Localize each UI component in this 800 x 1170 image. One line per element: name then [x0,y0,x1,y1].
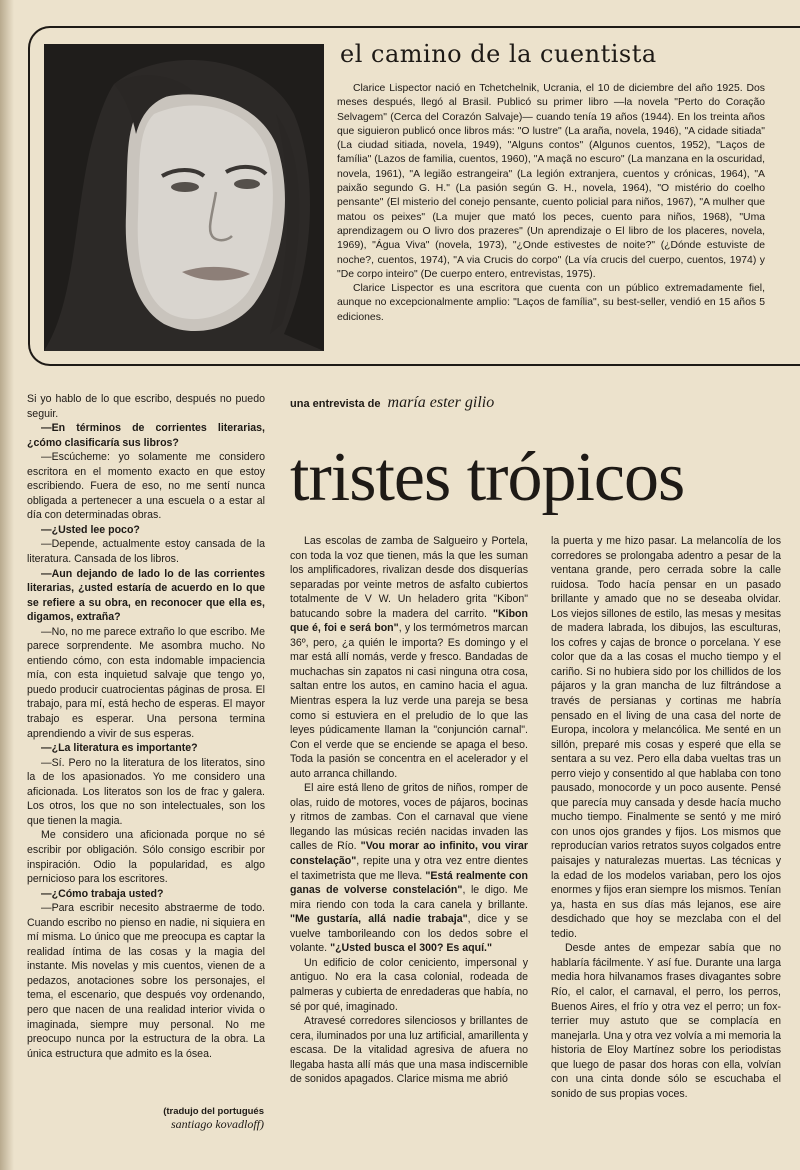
byline-author: maría ester gilio [387,394,495,411]
translation-credit [120,1106,264,1130]
paragraph: —Para escribir necesito abstraerme de todo. Cuando escribo no pienso en nadie, ni siquiera en mí misma. Lo único que me preocupa es captar la realidad íntima de las cosas y la magia del instante. Mis novelas y mis cuentos, vienen de a pedazos, anotaciones sobre los personajes, el tema, el escenario, que después voy ordenando, pero que nacen de una realidad interior vivida o imaginada, siempre muy personal. No me preocupo nunca por la estructura de la obra. La única estructura que admito es la ósea. [27,902,265,1060]
paragraph: —En términos de corrientes literarias, ¿cómo clasificaría sus libros? [27,422,265,449]
bio-paragraph: Clarice Lispector nació en Tchetchelnik, Ucrania, el 10 de diciembre del año 1925. Dos meses después, llegó al Brasil. Publicó su primer libro —la novela "Perto do Coração Selvagem" (Cerca del Corazón Salvaje)— cuando tenía 19 años (1944). En los treinta años que siguieron publicó once libros más: "O lustre" (La araña, novela, 1946), "A cidade sitiada" (La ciudad sitiada, novela, 1949), "Alguns contos" (Algunos cuentos, 1952), "Laços de família" (Lazos de familia, cuentos, 1960), "A maçã no escuro" (La manzana en la oscuridad, novela, 1961), "A legião estrangeira" (La legión extranjera, cuentos y crónicas, 1964), "A paixão segundo G. H." (La pasión según G. H., novela, 1964), "O mistério do coelho pensante" (El misterio del conejo pensante, cuento policial para niños, 1967), "A mulher que matou os peixes" (La mujer que mató los peces, cuento para niños, 1968), "Uma aprendizagem ou O livro dos prazeres" (Un aprendizaje o El libro de los placeres, novela, 1969), "Água Viva" (novela, 1973), "¿Onde estivestes de noite?" (¿Dónde estuviste de noche?, cuentos, 1974), "A via Crucis do corpo" (La vía crucis del cuerpo, cuentos, 1974) y "De corpo inteiro" (De cuerpo entero, entrevistas, 1975). [337,83,765,280]
paragraph: Me considero una aficionada porque no sé escribir por obligación. Sólo consigo escribir por inspiración. Odio la popularidad, es algo pernicioso para los escritores. [27,829,265,886]
byline [290,394,494,412]
interview-column-1 [27,392,265,1061]
paragraph: —Escúcheme: yo solamente me considero escritora en el momento exacto en que estoy escribiendo. Fuera de eso, no me sentí nunca obligada a pertenecer a una escuela o a estar al día con determinadas obras. [27,451,265,522]
article-column-2 [290,534,528,1087]
paragraph: —Depende, actualmente estoy cansada de la literatura. Cansada de los libros. [27,538,265,566]
paragraph: Atravesé corredores silenciosos y brillantes de cera, iluminados por una luz artificial, amarillenta y escasa. De la vitalidad agresiva de afuera no llegaba hasta allí más que una masa indiscernible de sonidos apagados. Clarice misma me abrió [290,1015,528,1086]
paragraph: Un edificio de color ceniciento, impersonal y antiguo. No era la casa colonial, rodeada de palmeras y cubierta de enredaderas que había, no sé por qué, imaginado. [290,956,528,1013]
paragraph: Si yo hablo de lo que escribo, después no puedo seguir. [27,393,265,420]
bio-paragraph: Clarice Lispector es una escritora que cuenta con un público extremadamente fiel, aunque no excepcionalmente amplio: "Laços de família", su best-seller, vendió en 15 años 5 ediciones. [337,283,765,323]
paragraph: la puerta y me hizo pasar. La melancolía de los corredores se prolongaba adentro a pesar de la ventana grande, pero cerrada sobre la calle ruidosa. Todo hacía pensar en un pasado brillante y amado que no se deseaba olvidar. Los viejos sillones de estilo, las mesas y mesitas de madera labrada, los dibujos, las esculturas, los cofres y cajas de bronce o porcelana. Y ese color que da a las cosas el mucho tiempo y el cariño. Si no hubiera sido por los chillidos de los pájaros y la gran mancha de luz filtrándose a través de persianas y cortinas me habría pensado en el living de una casa del norte de Europa, incolora y melancólica. Me senté en un sillón, preparé mis cosas y esperé que ella se sentara a su vez. Pero ella daba vueltas tras un perro viejo y consentido al que hablaba con tono pausado, monocorde y un poco ausente. Pensé que parecía muy cansada y desde hacía mucho mucho tiempo. Finalmente se sentó y me miró con unos ojos grandes y fijos. Los mismos que reproducían varios retratos suyos colgados entre paisajes y naturalezas muertas. Las técnicas y la edad de los modelos variaban, pero los ojos enormes y fijos eran siempre los mismos. Tenían ya, hasta en sus días más lejanos, ese aire desdichado que hoy se mezclaba con el del tedio. [551,535,781,940]
paragraph: —¿Cómo trabaja usted? [41,887,164,900]
paragraph: —No, no me parece extraño lo que escribo. Me parece sorprendente. Me asombra mucho. No entiendo cómo, con esta indomable impaciencia mía, con esta inquietud salvaje que tengo yo, puedo producir cuatrocientas páginas de prosa. El trabajo, para mí, está hecho de esperas. El mayor trabajo es esperar. Una persona termina aprendiendo a vivir de sus esperas. [27,625,265,740]
article-column-3 [551,534,781,1101]
paragraph: El aire está lleno de gritos de niños, romper de olas, ruido de motores, voces de pájaros, bocinas y ritmos de zambas. Con el carnaval que viene llegando las músicas recién nacidas invaden las calles de Río. "Vou morar ao infinito, vou virar constelação", repite una y otra vez entre dientes el taximetrista que me lleva. "Está realmente con ganas de volverse constelación", le digo. Me mira riendo con toda la cara canela y brillante. "Me gustaría, allá nadie trabaja", dice y se vuelve tamborileando con los dedos sobre el volante. "¿Usted busca el 300? Es aquí." [290,782,528,955]
credit-line-1: (tradujo del portugués [163,1106,264,1117]
paragraph: —Aun dejando de lado lo de las corrientes literarias, ¿usted estaría de acuerdo en lo que se refiere a su obra, en reconocer que ella es, digamos, extraña? [27,567,265,624]
page-edge-shadow [0,0,14,1170]
bio-title: el camino de la cuentista [340,40,657,68]
paragraph: Desde antes de empezar sabía que no hablaría fácilmente. Y así fue. Durante una larga media hora hilvanamos frases divagantes sobre Río, el calor, el carnaval, el perro, los perros, Buenos Aires, el frío y otra vez el perro; un fox-terrier muy astuto que se complacía en manejarla. Una y otra vez volvía a mi memoria la historia de Eloy Martínez sobre los periodistas que luego de pasar dos horas con ella, volvían con una cinta donde sólo se escuchaba el sonido de sus propias voces. [551,942,781,1100]
paragraph: Las escolas de zamba de Salgueiro y Portela, con toda la voz que tienen, más la que les suman los amplificadores, rivalizan desde dos disquerías separadas por veinte metros de asfalto cubiertos totalmente de V W. Un heladero grita "Kibon" batucando sobre la madera del carrito. "Kibon que é, foi e será bon", y los termómetros marcan 36º, pero, ¿a quién le importa? Es domingo y el mar está allí nomás, verde y fresco. Bandadas de muchachas sin zapatos ni casi ninguna otra cosa, saltan entre los autos, en camino hacia el agua. Mientras espera la luz verde una pareja se besa como si estuviera en el preludio de lo que las leyes púdicamente llaman la "conjunción carnal". Con el verde que se enciende se apaga el beso. Toda la pasión se concentra en el acelerador y el auto arranca chillando. [290,535,529,780]
article-headline: tristes trópicos [290,439,685,516]
paragraph: —¿La literatura es importante? [41,742,198,755]
paragraph: —Sí. Pero no la literatura de los literatos, sino la de los apasionados. Yo me considero una aficionada. Los literatos son los de frac y galera. Los otros, los que no son intelectuales, son los que tienen la magia. [27,756,265,827]
paragraph: —¿Usted lee poco? [41,523,140,536]
author-portrait-photo [44,44,324,351]
credit-line-2: santiago kovadloff) [171,1117,264,1131]
byline-prefix: una entrevista de [290,398,381,410]
bio-text [337,82,765,325]
